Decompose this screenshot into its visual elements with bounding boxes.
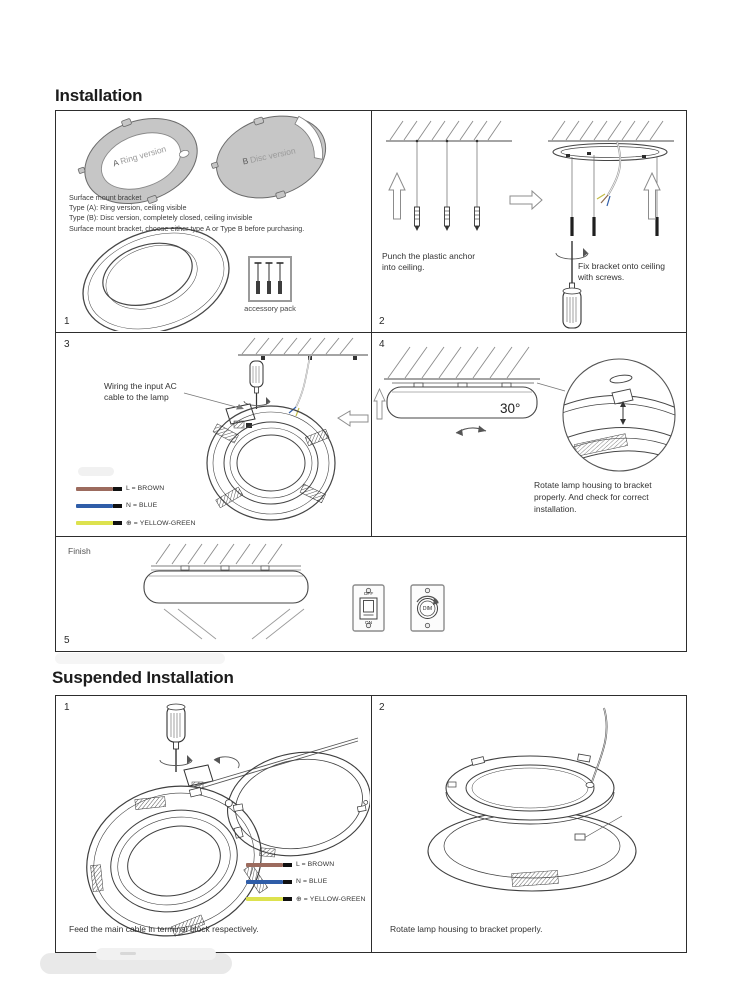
suspended-panel-2 — [372, 696, 686, 952]
clip-tab — [575, 834, 585, 840]
ring-version-label: ARing version — [111, 143, 168, 169]
fix-bracket-caption: Fix bracket onto ceiling with screws. — [578, 261, 665, 282]
ceiling-hatch-right — [552, 121, 663, 140]
caption-leader-line — [184, 393, 240, 408]
plastic-anchors — [415, 140, 480, 231]
wire-color-bar — [76, 504, 113, 508]
wire-tip — [283, 863, 292, 867]
screws-drawing — [570, 155, 658, 236]
installation-steps-table — [55, 110, 687, 652]
light-rays — [164, 609, 304, 639]
wire-legend-row — [76, 514, 196, 531]
wire-tip — [283, 880, 292, 884]
finished-installation-illustration — [56, 537, 683, 645]
suspended-step-number-1: 1 — [64, 702, 70, 713]
rotate-housing-caption: Rotate lamp housing to bracket properly. — [390, 924, 543, 934]
screwdriver-illustration — [160, 704, 192, 772]
left-arrow-icon — [338, 411, 368, 426]
wire-label: L = BROWN — [296, 861, 335, 868]
feed-cable-illustration — [56, 696, 370, 949]
lamp-housing-drawing — [428, 811, 636, 891]
step-panel-4 — [372, 333, 686, 537]
wire-legend-row — [246, 856, 366, 873]
lamp-ring-drawing — [207, 406, 335, 520]
wire-tip — [113, 487, 122, 491]
ceiling-hatch — [242, 338, 353, 354]
bracket-clip — [414, 383, 423, 387]
installation-heading: Installation — [55, 86, 143, 105]
accessory-pack-drawing — [249, 257, 291, 301]
wire-legend-row — [76, 480, 196, 497]
dimmer-knob-label: DIM — [422, 606, 433, 612]
mains-cable-drawing — [597, 142, 620, 206]
feed-cable-caption: Feed the main cable in terminal block respectively. — [69, 924, 259, 934]
step-number-4: 4 — [379, 339, 385, 350]
wire-color-bar — [246, 863, 283, 867]
wire-legend-row — [246, 890, 366, 907]
redacted-smudge-mark — [120, 952, 136, 955]
screwdriver-illustration — [244, 361, 270, 409]
step-panel-3 — [56, 333, 372, 537]
bracket-clip — [458, 383, 467, 387]
step-panel-2 — [372, 111, 686, 333]
up-arrow-icon — [374, 389, 385, 419]
rotate-arrow-icon — [214, 757, 239, 768]
wire-color-bar — [76, 521, 113, 525]
up-arrow-icon — [644, 173, 660, 219]
switch-off-label: OFF — [363, 592, 374, 597]
rotate-arrow-icon — [456, 426, 486, 437]
suspended-step-number-2: 2 — [379, 702, 385, 713]
wire-legend-row — [76, 497, 196, 514]
magnifier-leader-line — [537, 383, 565, 391]
step-panel-5 — [56, 537, 686, 651]
disc-version-label: BDisc version — [241, 145, 297, 167]
ceiling-hatch — [388, 347, 529, 378]
bracket-clip — [502, 383, 511, 387]
wire-label: ⊕ = YELLOW-GREEN — [126, 519, 196, 527]
wire-color-legend — [76, 480, 196, 531]
bracket-ring-drawing — [446, 754, 614, 824]
wire-label: ⊕ = YELLOW-GREEN — [296, 895, 366, 903]
step-number-2: 2 — [379, 316, 385, 327]
step-number-1: 1 — [64, 316, 70, 327]
wire-tip — [283, 897, 292, 901]
anchor-and-bracket-illustration — [372, 111, 684, 331]
wire-label: N = BLUE — [296, 878, 328, 885]
rotate-housing-illustration — [372, 696, 684, 949]
wire-color-bar — [246, 880, 283, 884]
finish-label: Finish — [68, 546, 91, 556]
step-panel-1 — [56, 111, 372, 333]
wire-label: L = BROWN — [126, 485, 165, 492]
punch-anchor-caption: Punch the plastic anchor into ceiling. — [382, 251, 476, 272]
ac-cable-drawing — [289, 356, 310, 416]
ceiling-hatch-left — [390, 121, 501, 140]
redacted-smudge — [96, 948, 216, 960]
wiring-caption: Wiring the input AC cable to the lamp — [104, 381, 177, 402]
bracket-description: Surface mount bracket Type (A): Ring version, ceiling visible Type (B): Disc version, completely closed, ceiling invisible Surface mount bracket, choose either type A or Type B before purchasing. — [69, 193, 305, 233]
right-arrow-icon — [510, 191, 542, 209]
wire-tip — [113, 504, 122, 508]
switch-on-label: ON — [364, 620, 373, 626]
suspended-installation-heading: Suspended Installation — [52, 668, 234, 687]
ceiling-hatch — [156, 544, 282, 564]
wire-label: N = BLUE — [126, 502, 158, 509]
accessory-pack-label: accessory pack — [244, 304, 296, 313]
step-number-3: 3 — [64, 339, 70, 350]
rotation-angle-label: 30° — [500, 401, 521, 416]
suspended-panel-1 — [56, 696, 372, 952]
wire-color-bar — [246, 897, 283, 901]
wire-color-legend — [246, 856, 366, 907]
redacted-smudge — [78, 467, 114, 476]
step-number-5: 5 — [64, 635, 70, 646]
faint-ghost-text — [55, 653, 225, 664]
rotate-housing-caption: Rotate lamp housing to bracket properly. And check for correct installation. — [534, 480, 652, 514]
up-arrow-icon — [389, 173, 405, 219]
suspended-steps-table — [55, 695, 687, 953]
mounted-bracket-drawing — [553, 144, 667, 161]
screwdriver-illustration — [556, 241, 588, 328]
wire-legend-row — [246, 873, 366, 890]
wire-tip — [113, 521, 122, 525]
wire-color-bar — [76, 487, 113, 491]
